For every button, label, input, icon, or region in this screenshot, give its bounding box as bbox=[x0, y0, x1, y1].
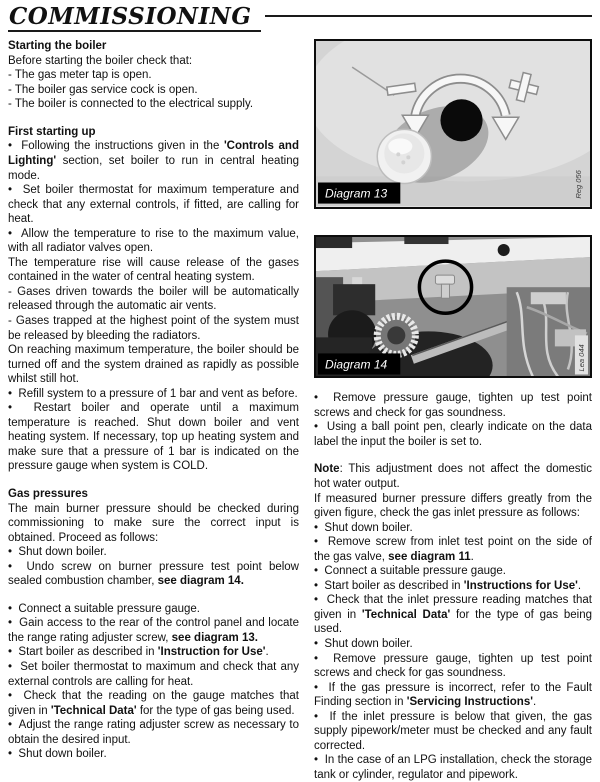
paragraph: • Shut down boiler. bbox=[8, 748, 107, 761]
diagram-13-caption: Diagram 13 bbox=[325, 186, 388, 201]
paragraph: • Check that the reading on the gauge matches that given in 'Technical Data' for the type of gas being used. bbox=[8, 690, 299, 717]
paragraph: • Following the instructions given in the 'Controls and Lighting' section, set boiler to run in central heating mode. bbox=[8, 140, 299, 182]
paragraph: If measured burner pressure differs greatly from the given figure, check the gas inlet pressure as follows: bbox=[314, 492, 592, 520]
paragraph: - The boiler gas service cock is open. bbox=[8, 83, 198, 96]
paragraph: • Connect a suitable pressure gauge. bbox=[8, 602, 200, 615]
knob bbox=[377, 129, 431, 183]
diagram-14-photo bbox=[314, 235, 592, 379]
section-heading: First starting up bbox=[8, 125, 96, 138]
page-header bbox=[8, 5, 592, 32]
paragraph: • Shut down boiler. bbox=[314, 637, 413, 650]
paragraph: • Check that the inlet pressure reading matches that given in 'Technical Data' for the type of gas being used. bbox=[314, 594, 592, 636]
diagram-14-caption: Diagram 14 bbox=[325, 357, 388, 372]
paragraph: - The gas meter tap is open. bbox=[8, 69, 152, 82]
paragraph: • Shut down boiler. bbox=[8, 546, 107, 559]
paragraph: • Start boiler as described in 'Instruction for Use'. bbox=[8, 646, 269, 659]
paragraph: • Set boiler thermostat to maximum and check that any external controls are calling for heat. bbox=[8, 661, 299, 688]
adjuster-hole bbox=[440, 99, 482, 141]
paragraph: Note: This adjustment does not affect the domestic hot water output. bbox=[314, 463, 592, 490]
paragraph: • Set boiler thermostat for maximum temperature and check that any external controls, if fitted, are calling for heat. bbox=[8, 184, 299, 226]
paragraph: On reaching maximum temperature, the boiler should be turned off and the system drained as rapidly as possible whilst still hot. bbox=[8, 344, 299, 386]
test-point-photo bbox=[316, 237, 590, 377]
paragraph: • Restart boiler and operate until a maximum temperature is reached. Shut down boiler and vent heating system. If necessary, top up heating system and make sure that a pressure of 1 bar is indicated on the pressure gauge when system is COLD. bbox=[8, 402, 299, 473]
paragraph: The main burner pressure should be checked during commissioning to make sure the correct input is obtained. Proceed as follows: bbox=[8, 502, 299, 544]
section-heading: Gas pressures bbox=[8, 488, 88, 500]
paragraph: - Gases driven towards the boiler will be automatically released through the automatic air vents. bbox=[8, 285, 299, 313]
paragraph: The temperature rise will cause release of the gases contained in the water of central heating system. bbox=[8, 256, 299, 284]
paragraph: • Connect a suitable pressure gauge. bbox=[314, 565, 506, 578]
paragraph: • In the case of an LPG installation, check the storage tank or cylinder, regulator and pipework. bbox=[314, 754, 592, 781]
paragraph: • If the gas pressure is incorrect, refer to the Fault Finding section in 'Servicing Instructions'. bbox=[314, 681, 592, 709]
paragraph: • Using a ball point pen, clearly indicate on the data label the input the boiler is set to. bbox=[314, 421, 592, 448]
paragraph: • Remove screw from inlet test point on the side of the gas valve, see diagram 11. bbox=[314, 536, 592, 563]
paragraph: • Gain access to the rear of the control panel and locate the range rating adjuster screw, see diagram 13. bbox=[8, 617, 299, 644]
paragraph: - The boiler is connected to the electrical supply. bbox=[8, 98, 254, 111]
page-title: COMMISSIONING bbox=[8, 5, 261, 32]
paragraph: Before starting the boiler check that: bbox=[8, 54, 193, 67]
paragraph: - Gases trapped at the highest point of the system must be released by bleeding the radiators. bbox=[8, 314, 299, 342]
adjuster-screw-photo bbox=[316, 41, 590, 207]
photo-credit: Lea 044 bbox=[576, 344, 586, 372]
paragraph: • Start boiler as described in 'Instructions for Use'. bbox=[314, 579, 582, 592]
paragraph: • If the inlet pressure is below that given, the gas supply pipework/meter must be checked and any fault corrected. bbox=[314, 710, 592, 752]
paragraph: • Refill system to a pressure of 1 bar and vent as before. bbox=[8, 387, 298, 400]
section-heading: Starting the boiler bbox=[8, 40, 107, 53]
right-column bbox=[314, 39, 592, 782]
left-column bbox=[8, 39, 299, 782]
paragraph: • Shut down boiler. bbox=[314, 521, 413, 534]
paragraph: • Remove pressure gauge, tighten up test point screws and check for gas soundness. bbox=[314, 392, 592, 419]
diagram-14-label bbox=[318, 353, 400, 374]
paragraph: • Adjust the range rating adjuster screw as necessary to obtain the desired input. bbox=[8, 719, 299, 746]
diagram-13-photo bbox=[314, 39, 592, 209]
paragraph: • Undo screw on burner pressure test point below sealed combustion chamber, see diagram 14. bbox=[8, 560, 299, 588]
right-column-text bbox=[314, 391, 592, 782]
header-rule bbox=[265, 15, 592, 17]
content-columns bbox=[8, 39, 592, 782]
photo-credit: Reg 056 bbox=[573, 170, 583, 199]
paragraph: • Allow the temperature to rise to the maximum value, with all radiator valves open. bbox=[8, 227, 299, 255]
diagram-13-label bbox=[318, 183, 400, 204]
paragraph: • Remove pressure gauge, tighten up test point screws and check for gas soundness. bbox=[314, 652, 592, 680]
